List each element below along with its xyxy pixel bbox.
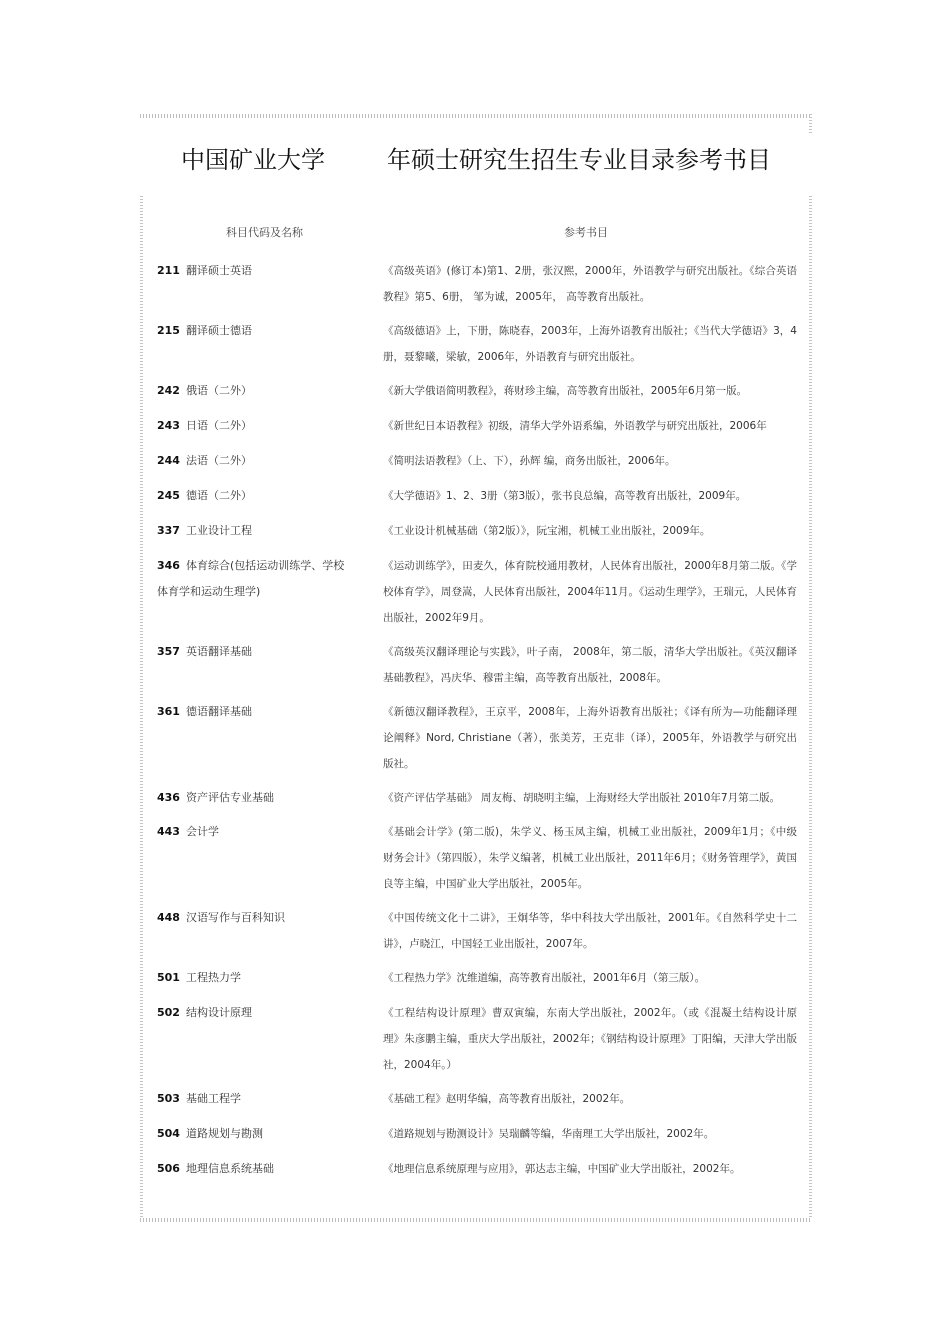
frame-border-bottom [140,1218,812,1222]
subject-code: 436 [157,791,180,804]
reference-books-cell: 《新世纪日本语教程》初级，清华大学外语系编，外语教学与研究出版社，2006年 [383,420,767,432]
subject-name: 翻译硕士英语 [185,264,252,277]
subject-cell [157,819,367,845]
table-row [157,1121,797,1147]
table-row [157,1000,797,1078]
subject-name: 工程热力学 [185,971,241,984]
subject-name: 工业设计工程 [185,524,252,537]
subject-cell [157,905,367,931]
table-row [157,518,797,544]
subject-name: 俄语（二外） [185,384,252,397]
book-list [157,258,797,1190]
subject-cell [157,785,367,811]
reference-books-cell: 《资产评估学基础》 周友梅、胡晓明主编，上海财经大学出版社 2010年7月第二版。 [383,792,781,804]
subject-name: 德语（二外） [185,489,252,502]
table-row [157,965,797,991]
table-row [157,699,797,777]
reference-books-cell: 《中国传统文化十二讲》，王炯华等，华中科技大学出版社，2001年。《自然科学史十二讲》，卢晓江，中国轻工业出版社，2007年。 [383,912,797,950]
subject-code: 504 [157,1127,180,1140]
table-row [157,448,797,474]
reference-books-cell: 《高级英语》(修订本)第1、2册，张汉熙，2000年，外语教学与研究出版社。《综合英语教程》第5、6册， 邹为诚，2005年， 高等教育出版社。 [383,265,797,303]
subject-code: 503 [157,1092,180,1105]
subject-name: 英语翻译基础 [185,645,252,658]
reference-books-cell: 《高级英汉翻译理论与实践》，叶子南， 2008年，第二版，清华大学出版社。《英汉翻译基础教程》，冯庆华、穆雷主编，高等教育出版社，2008年。 [383,646,797,684]
header-subject: 科目代码及名称 [226,226,303,239]
subject-code: 357 [157,645,180,658]
subject-code: 448 [157,911,180,924]
table-row [157,413,797,439]
page-title [140,136,812,176]
frame-border-right [809,196,812,1218]
subject-name: 汉语写作与百科知识 [185,911,285,924]
header-books: 参考书目 [564,226,608,239]
subject-code: 361 [157,705,180,718]
subject-name: 体育综合(包括运动训练学、学校体育学和运动生理学) [157,559,345,598]
frame-border-top [140,114,812,118]
reference-books-cell: 《基础会计学》(第二版)，朱学义、杨玉凤主编，机械工业出版社，2009年1月；《中级财务会计》（第四版），朱学义编著，机械工业出版社，2011年6月；《财务管理学》，黄国良等主编，中国矿业大学出版社，2005年。 [383,826,797,890]
subject-cell [157,318,367,344]
title-university: 中国矿业大学 [181,146,325,174]
subject-name: 资产评估专业基础 [185,791,274,804]
table-row [157,1156,797,1182]
subject-code: 245 [157,489,180,502]
subject-code: 443 [157,825,180,838]
subject-code: 244 [157,454,180,467]
subject-cell [157,1121,367,1147]
subject-code: 215 [157,324,180,337]
subject-cell [157,448,367,474]
subject-code: 242 [157,384,180,397]
subject-name: 法语（二外） [185,454,252,467]
table-row [157,483,797,509]
subject-code: 506 [157,1162,180,1175]
subject-cell [157,965,367,991]
subject-name: 道路规划与勘测 [185,1127,263,1140]
reference-books-cell: 《地理信息系统原理与应用》，郭达志主编，中国矿业大学出版社，2002年。 [383,1163,741,1175]
reference-books-cell: 《高级德语》上，下册，陈晓春，2003年，上海外语教育出版社；《当代大学德语》3，4册，聂黎曦，梁敏，2006年，外语教育与研究出版社。 [383,325,797,363]
frame-border-right-top [809,114,812,134]
subject-cell [157,699,367,725]
table-row [157,819,797,897]
subject-cell [157,1000,367,1026]
reference-books-cell: 《大学德语》1、2、3册（第3版），张书良总编，高等教育出版社，2009年。 [383,490,747,502]
subject-code: 337 [157,524,180,537]
reference-books-cell: 《新大学俄语简明教程》，蒋财珍主编，高等教育出版社，2005年6月第一版。 [383,385,748,397]
subject-cell [157,639,367,665]
reference-books-cell: 《工程结构设计原理》曹双寅编，东南大学出版社，2002年。（或《混凝土结构设计原理》朱彦鹏主编，重庆大学出版社，2002年；《钢结构设计原理》丁阳编，天津大学出版社，2004年。） [383,1007,797,1071]
subject-cell [157,483,367,509]
table-row [157,553,797,631]
subject-cell [157,378,367,404]
subject-name: 基础工程学 [185,1092,241,1105]
subject-code: 243 [157,419,180,432]
title-catalog: 年硕士研究生招生专业目录参考书目 [387,146,771,174]
reference-books-cell: 《简明法语教程》（上、下），孙辉 编，商务出版社，2006年。 [383,455,676,467]
subject-name: 会计学 [185,825,219,838]
subject-cell [157,1086,367,1112]
reference-books-cell: 《运动训练学》，田麦久，体育院校通用教材，人民体育出版社，2000年8月第二版。《学校体育学》，周登嵩，人民体育出版社，2004年11月。《运动生理学》，王瑞元，人民体育出版社，2002年9月。 [383,560,797,624]
subject-name: 翻译硕士德语 [185,324,252,337]
reference-books-cell: 《工业设计机械基础（第2版）》，阮宝湘，机械工业出版社，2009年。 [383,525,711,537]
table-row [157,639,797,691]
table-row [157,1086,797,1112]
subject-cell [157,1156,367,1182]
reference-books-cell: 《基础工程》赵明华编，高等教育出版社，2002年。 [383,1093,631,1105]
subject-name: 日语（二外） [185,419,252,432]
table-row [157,378,797,404]
table-row [157,905,797,957]
subject-cell [157,518,367,544]
table-row [157,785,797,811]
subject-code: 211 [157,264,180,277]
subject-name: 德语翻译基础 [185,705,252,718]
reference-books-cell: 《新德汉翻译教程》，王京平，2008年，上海外语教育出版社；《译有所为—功能翻译理论阐释》Nord, Christiane（著），张美芳，王克非（译），2005年，外语教学与研究出版社。 [383,706,797,770]
frame-border-left [140,196,143,1218]
subject-name: 地理信息系统基础 [185,1162,274,1175]
subject-cell [157,413,367,439]
table-row [157,258,797,310]
subject-code: 346 [157,559,180,572]
subject-name: 结构设计原理 [185,1006,252,1019]
subject-code: 502 [157,1006,180,1019]
subject-code: 501 [157,971,180,984]
reference-books-cell: 《道路规划与勘测设计》吴瑞麟等编，华南理工大学出版社，2002年。 [383,1128,715,1140]
table-row [157,318,797,370]
subject-cell [157,258,367,284]
subject-cell [157,553,367,605]
reference-books-cell: 《工程热力学》沈维道编，高等教育出版社，2001年6月（第三版）。 [383,972,706,984]
